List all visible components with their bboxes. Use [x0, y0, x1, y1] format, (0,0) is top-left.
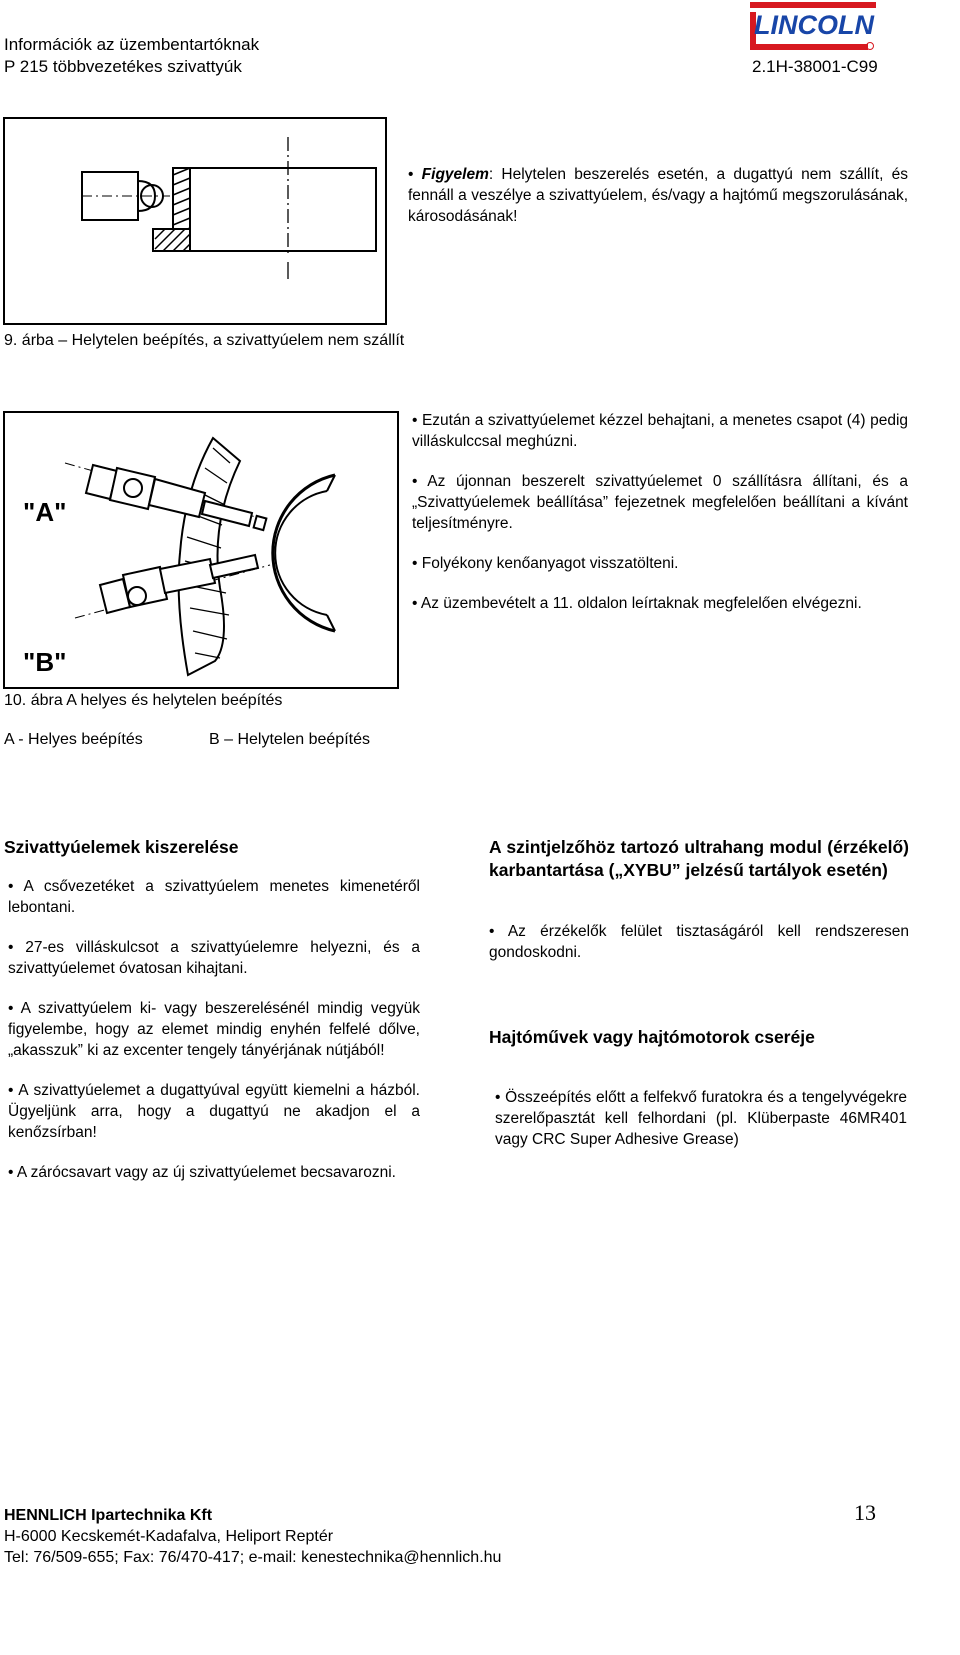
- right-section-1-title: A szintjelzőhöz tartozó ultrahang modul (érzékelő) karbantartása („XYBU” jelzésű tartályok esetén): [489, 837, 909, 880]
- figure-9-frame: [3, 117, 387, 325]
- warning-label: Figyelem: [421, 166, 489, 183]
- lincoln-logo-graphic: [750, 2, 876, 52]
- lincoln-logo: [750, 2, 876, 52]
- bullet-item: • 27-es villáskulcsot a szivattyúelemre helyezni, és a szivattyúelemet óvatosan kihajtani.: [8, 939, 420, 977]
- bullet-text: Folyékony kenőanyagot visszatölteni.: [421, 555, 679, 572]
- bullet-item: • Ezután a szivattyúelemet kézzel behajtani, a menetes csapot (4) pedig villáskulccsal meghúzni.: [412, 412, 909, 450]
- doc-code: 2.1H-38001-C99: [752, 57, 878, 76]
- right-section-2-bullets: [495, 1087, 907, 1150]
- figure-10-frame: [3, 411, 399, 689]
- bullet-text: A szivattyúelemet a dugattyúval együtt kiemelni a házból. Ügyeljünk arra, hogy a dugattyú ne akadjon el a kenőzsírban!: [8, 1082, 420, 1141]
- legend-b: B – Helytelen beépítés: [209, 731, 370, 748]
- header-line-1: Információk az üzembentartóknak: [4, 35, 260, 54]
- left-section-title: Szivattyúelemek kiszerelése: [4, 837, 239, 857]
- footer-contact: Tel: 76/509-655; Fax: 76/470-417; e-mail: kenestechnika@hennlich.hu: [4, 1549, 502, 1566]
- footer: [4, 1505, 501, 1568]
- bullet-item: • A szivattyúelemet a dugattyúval együtt kiemelni a házból. Ügyeljünk arra, hogy a dugattyú ne akadjon el a kenőzsírban!: [8, 1082, 420, 1141]
- bullet-text: Összeépítés előtt a felfekvő furatokra és a tengelyvégekre szerelőpasztát kell felhordani (pl. Klüberpaste 46MR401 vagy CRC Super Adhesive Grease): [495, 1089, 907, 1148]
- right-section-1-bullets: [489, 921, 909, 963]
- header-line-2: P 215 többvezetékes szivattyúk: [4, 57, 242, 76]
- bullet-text: Az érzékelők felület tisztaságáról kell rendszeresen gondoskodni.: [489, 923, 909, 961]
- bullet-item: • A zárócsavart vagy az új szivattyúelemet becsavarozni.: [8, 1164, 396, 1181]
- figure-10-caption: 10. ábra A helyes és helytelen beépítés: [4, 692, 283, 709]
- bullet-item: • A szivattyúelem ki- vagy beszerelésénél mindig vegyük figyelembe, hogy az elemet mindig enyhén felfelé dőlve, „akasszuk” ki az excenter tengely tányérjának nútjából!: [8, 1000, 420, 1059]
- figure-10-drawing: [5, 413, 397, 687]
- label-b: "B": [23, 647, 67, 677]
- bullet-item: • Az újonnan beszerelt szivattyúelemet 0 szállításra állítani, és a „Szivattyúelemek beállítása” fejezetnek megfelelően beállítani a kívánt teljesítményre.: [412, 473, 908, 532]
- bullet-text: A szivattyúelem ki- vagy beszerelésénél mindig vegyük figyelembe, hogy az elemet mindig enyhén felfelé dőlve, „akasszuk” ki az excenter tengely tányérjának nútjából!: [8, 1000, 420, 1059]
- bullet-item: • Összeépítés előtt a felfekvő furatokra és a tengelyvégekre szerelőpasztát kell felhordani (pl. Klüberpaste 46MR401 vagy CRC Super Adhesive Grease): [495, 1089, 907, 1148]
- header-title: [4, 34, 259, 78]
- footer-company: HENNLICH Ipartechnika Kft: [4, 1507, 213, 1524]
- label-a: "A": [23, 497, 67, 527]
- bullet-text: Az újonnan beszerelt szivattyúelemet 0 szállításra állítani, és a „Szivattyúelemek beállítása” fejezetnek megfelelően beállítani a kívánt teljesítményre.: [412, 473, 908, 532]
- page-number: 13: [854, 1500, 876, 1525]
- figure-9-warning: • Figyelem: Helytelen beszerelés esetén, a dugattyú nem szállít, és fennáll a veszélye a szivattyúelem, és/vagy a hajtómű megszorulásának, károsodásának!: [408, 166, 909, 225]
- legend-a: A - Helyes beépítés: [4, 731, 143, 748]
- bullet-text: Az üzembevételt a 11. oldalon leírtaknak megfelelően elvégezni.: [420, 595, 862, 612]
- bullet-text: A csővezetéket a szivattyúelem menetes kimenetéről lebontani.: [8, 878, 421, 916]
- bullet-text: 27-es villáskulcsot a szivattyúelemre helyezni, és a szivattyúelemet óvatosan kihajtani.: [8, 939, 420, 977]
- bullet-item: • Az érzékelők felület tisztaságáról kell rendszeresen gondoskodni.: [489, 923, 909, 961]
- figure-10-bullets: [412, 410, 908, 614]
- figure-9-caption: 9. árba – Helytelen beépítés, a szivattyúelem nem szállít: [4, 332, 405, 349]
- left-section-bullets: [8, 876, 420, 1183]
- bullet-item: • Az üzembevételt a 11. oldalon leírtaknak megfelelően elvégezni.: [412, 595, 862, 612]
- bullet-text: Ezután a szivattyúelemet kézzel behajtani, a menetes csapot (4) pedig villáskulccsal meghúzni.: [412, 412, 909, 450]
- logo-text: LINCOLN: [754, 10, 874, 40]
- footer-address: H-6000 Kecskemét-Kadafalva, Heliport Reptér: [4, 1528, 334, 1545]
- bullet-item: • A csővezetéket a szivattyúelem menetes kimenetéről lebontani.: [8, 878, 421, 916]
- bullet-text: A zárócsavart vagy az új szivattyúelemet becsavarozni.: [16, 1164, 396, 1181]
- figure-9-drawing: [5, 119, 385, 323]
- right-section-2-title: Hajtóművek vagy hajtómotorok cseréje: [489, 1027, 815, 1047]
- warning-text: : Helytelen beszerelés esetén, a dugattyú nem szállít, és fennáll a veszélye a szivattyúelem, és/vagy a hajtómű megszorulásának, károsodásának!: [408, 166, 909, 225]
- bullet-item: • Folyékony kenőanyagot visszatölteni.: [412, 555, 679, 572]
